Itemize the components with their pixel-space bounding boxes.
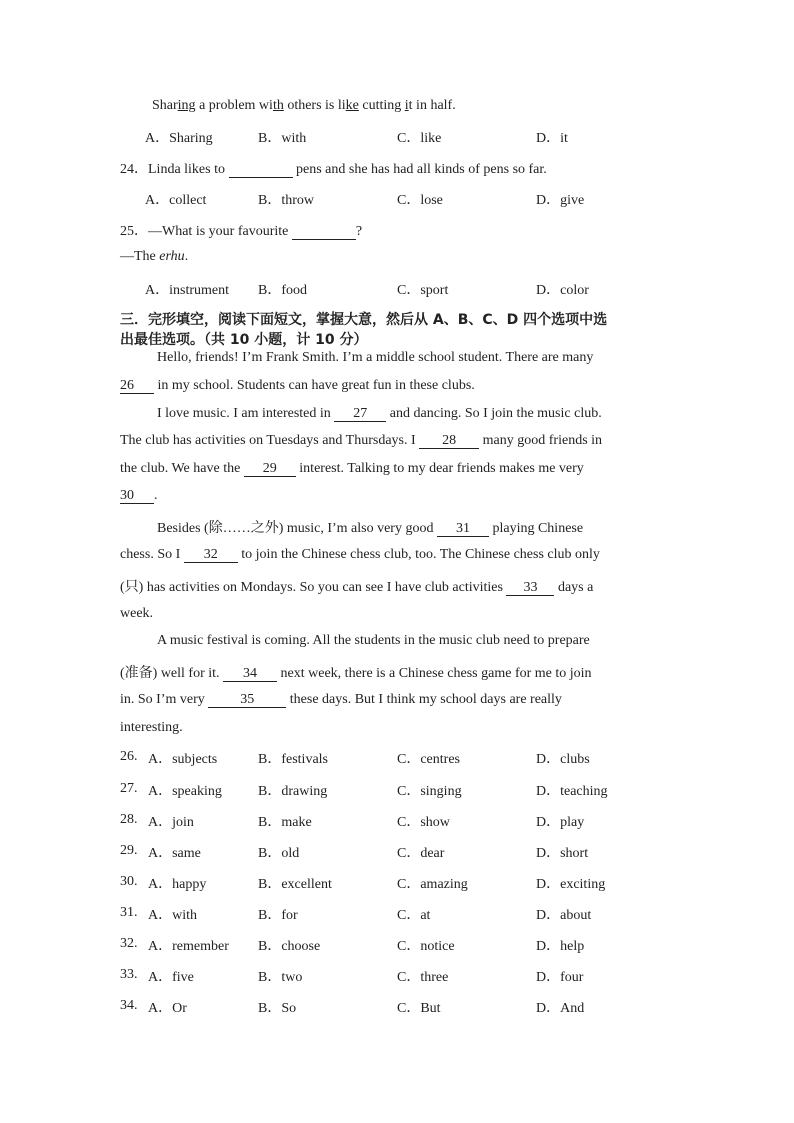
option-c: C．But (397, 1001, 441, 1016)
option-b: B．festivals (258, 752, 328, 767)
q23-option-a: A．Sharing (145, 131, 213, 146)
q25-answer-line (120, 249, 188, 265)
option-b: B．for (258, 908, 298, 923)
option-c: C．centres (397, 752, 460, 767)
passage-line (120, 461, 584, 477)
q25-dash: —The (120, 249, 160, 264)
q23-underline: i (404, 98, 409, 113)
q25-option-b: B．food (258, 283, 307, 298)
q23-underline: ing (177, 98, 196, 113)
option-d: D．short (536, 846, 589, 861)
passage-text: playing Chinese (488, 521, 584, 536)
q24-option-b: B．throw (258, 193, 314, 208)
blank-35: 35 (208, 693, 286, 708)
q23-underline: ke (345, 98, 359, 113)
blank-29: 29 (244, 462, 296, 477)
q23-part: Shar (152, 98, 178, 113)
passage-text: many good friends in (479, 433, 603, 448)
passage-line: interesting. (120, 720, 183, 735)
option-d: D．four (536, 970, 584, 985)
option-c: C．at (397, 908, 431, 923)
q23-option-b: B．with (258, 131, 307, 146)
option-c: C．dear (397, 846, 445, 861)
question-number: 26. (120, 749, 138, 764)
passage-line (120, 662, 592, 682)
q23-part: cutting (358, 98, 405, 113)
option-c: C．notice (397, 939, 455, 954)
option-b: B．excellent (258, 877, 332, 892)
blank-34: 34 (223, 667, 277, 682)
option-d: D．clubs (536, 752, 590, 767)
q24-option-d: D．give (536, 193, 585, 208)
q25-text-before: —What is your favourite (148, 224, 292, 239)
passage-line (120, 433, 602, 449)
passage-line (120, 692, 562, 708)
option-a: A．with (148, 908, 197, 923)
option-d: D．exciting (536, 877, 606, 892)
blank-28: 28 (419, 434, 479, 449)
q24-blank (229, 163, 293, 178)
section-title-line2: 出最佳选项。（共 10 小题，计 10 分） (120, 332, 368, 348)
passage-text: the club. We have the (120, 461, 244, 476)
option-d: D．about (536, 908, 592, 923)
q25-text-after: ? (355, 224, 363, 239)
passage-text: (准备) well for it. (120, 666, 224, 681)
option-d: D．And (536, 1001, 585, 1016)
option-b: B．make (258, 815, 312, 830)
passage-line (120, 576, 593, 596)
passage-text: days a (554, 580, 594, 595)
blank-33: 33 (506, 581, 554, 596)
option-a: A．subjects (148, 752, 218, 767)
passage-text: The club has activities on Tuesdays and Thursdays. I (120, 433, 420, 448)
q23-underline: th (272, 98, 284, 113)
passage-text: in. So I’m very (120, 692, 209, 707)
option-c: C．singing (397, 784, 462, 799)
blank-27: 27 (334, 407, 386, 422)
passage-line: A music festival is coming. All the students in the music club need to prepare (157, 633, 590, 648)
option-a: A．speaking (148, 784, 222, 799)
option-c: C．amazing (397, 877, 468, 892)
question-number: 30. (120, 874, 138, 889)
passage-line (120, 488, 158, 504)
option-a: A．join (148, 815, 194, 830)
blank-26: 26 (120, 379, 154, 394)
option-a: A．same (148, 846, 201, 861)
option-b: B．two (258, 970, 303, 985)
q25-blank (292, 225, 356, 240)
option-d: D．teaching (536, 784, 608, 799)
passage-text: I love music. I am interested in (157, 406, 335, 421)
q24-number: 24． (120, 162, 148, 177)
option-a: A．Or (148, 1001, 187, 1016)
passage-text: in my school. Students can have great fun in these clubs. (154, 378, 475, 393)
option-d: D．play (536, 815, 585, 830)
passage-text: to join the Chinese chess club, too. The Chinese chess club only (237, 547, 600, 562)
q24-stem (120, 158, 547, 178)
section-title-line1: 三．完形填空，阅读下面短文，掌握大意，然后从 A、B、C、D 四个选项中选 (120, 312, 608, 328)
q25-stem (120, 220, 362, 240)
q24-text-before: Linda likes to (148, 162, 229, 177)
q23-part: others is li (283, 98, 346, 113)
question-number: 29. (120, 843, 138, 858)
question-number: 31. (120, 905, 138, 920)
blank-31: 31 (437, 522, 489, 537)
q25-number: 25． (120, 224, 148, 239)
option-c: C．show (397, 815, 450, 830)
passage-line: week. (120, 606, 154, 621)
q24-option-c: C．lose (397, 193, 443, 208)
q23-part: a problem wi (195, 98, 273, 113)
q23-sentence (152, 98, 456, 114)
q23-option-d: D．it (536, 131, 568, 146)
passage-line (157, 517, 583, 537)
passage-text: next week, there is a Chinese chess game for me to join (277, 666, 592, 681)
option-a: A．happy (148, 877, 207, 892)
passage-text: . (154, 488, 158, 503)
option-b: B．So (258, 1001, 297, 1016)
q25-option-d: D．color (536, 283, 589, 298)
passage-text: (只) has activities on Mondays. So you can see I have club activities (120, 580, 507, 595)
blank-30: 30 (120, 489, 154, 504)
option-d: D．help (536, 939, 585, 954)
q24-text-after: pens and she has had all kinds of pens so far. (292, 162, 547, 177)
option-b: B．choose (258, 939, 321, 954)
option-a: A．remember (148, 939, 229, 954)
passage-text: interest. Talking to my dear friends makes me very (295, 461, 584, 476)
question-number: 28. (120, 812, 138, 827)
q23-part: t in half. (408, 98, 456, 113)
option-b: B．old (258, 846, 300, 861)
q25-erhu: erhu (159, 249, 185, 264)
question-number: 32. (120, 936, 138, 951)
q25-period: . (184, 249, 189, 264)
q23-option-c: C．like (397, 131, 442, 146)
question-number: 27. (120, 781, 138, 796)
question-number: 33. (120, 967, 138, 982)
passage-line: Hello, friends! I’m Frank Smith. I’m a middle school student. There are many (157, 350, 594, 365)
q24-option-a: A．collect (145, 193, 207, 208)
passage-line (120, 547, 600, 563)
passage-text: Besides (除……之外) music, I’m also very good (157, 521, 437, 536)
option-c: C．three (397, 970, 449, 985)
passage-line (157, 406, 602, 422)
passage-text: these days. But I think my school days are really (286, 692, 562, 707)
q25-option-a: A．instrument (145, 283, 229, 298)
passage-line (120, 378, 475, 394)
blank-32: 32 (184, 548, 238, 563)
passage-text: chess. So I (120, 547, 184, 562)
option-a: A．five (148, 970, 194, 985)
option-b: B．drawing (258, 784, 328, 799)
passage-text: and dancing. So I join the music club. (386, 406, 602, 421)
q25-option-c: C．sport (397, 283, 449, 298)
question-number: 34. (120, 998, 138, 1013)
